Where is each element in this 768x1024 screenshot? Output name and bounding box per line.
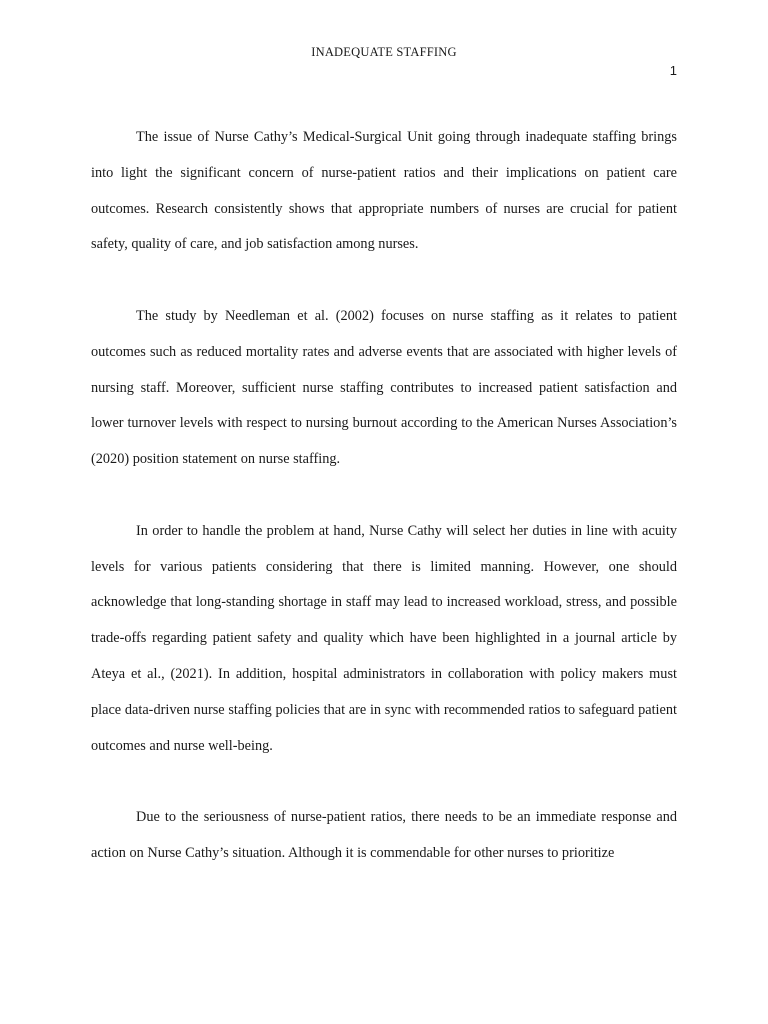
paragraph-1: The issue of Nurse Cathy’s Medical-Surgical Unit going through inadequate staffing brings into light the significant concern of nurse-patient ratios and their implications on patient care outcomes. Research consistently shows that appropriate numbers of nurses are crucial for patient safety, quality of care, and job satisfaction among nurses. xyxy=(91,129,677,253)
paragraph-2: The study by Needleman et al. (2002) focuses on nurse staffing as it relates to patient outcomes such as reduced mortality rates and adverse events that are associated with higher levels of nursing staff. Moreover, sufficient nurse staffing contributes to increased patient satisfaction and lower turnover levels with respect to nursing burnout according to the American Nurses Association’s (2020) position statement on nurse staffing. xyxy=(91,307,677,468)
page-number: 1 xyxy=(669,63,677,78)
paragraph-4: Due to the seriousness of nurse-patient ratios, there needs to be an immediate response and action on Nurse Cathy’s situation. Although it is commendable for other nurses to prioritize xyxy=(91,809,677,861)
body-text xyxy=(91,120,677,872)
paragraph-3: In order to handle the problem at hand, Nurse Cathy will select her duties in line with acuity levels for various patients considering that there is limited manning. However, one should acknowledge that long-standing shortage in staff may lead to increased workload, stress, and possible trade-offs regarding patient safety and quality which have been highlighted in a journal article by Ateya et al., (2021). In addition, hospital administrators in collaboration with policy makers must place data-driven nurse staffing policies that are in sync with recommended ratios to safeguard patient outcomes and nurse well-being. xyxy=(91,522,677,754)
running-head: INADEQUATE STAFFING xyxy=(311,45,457,59)
